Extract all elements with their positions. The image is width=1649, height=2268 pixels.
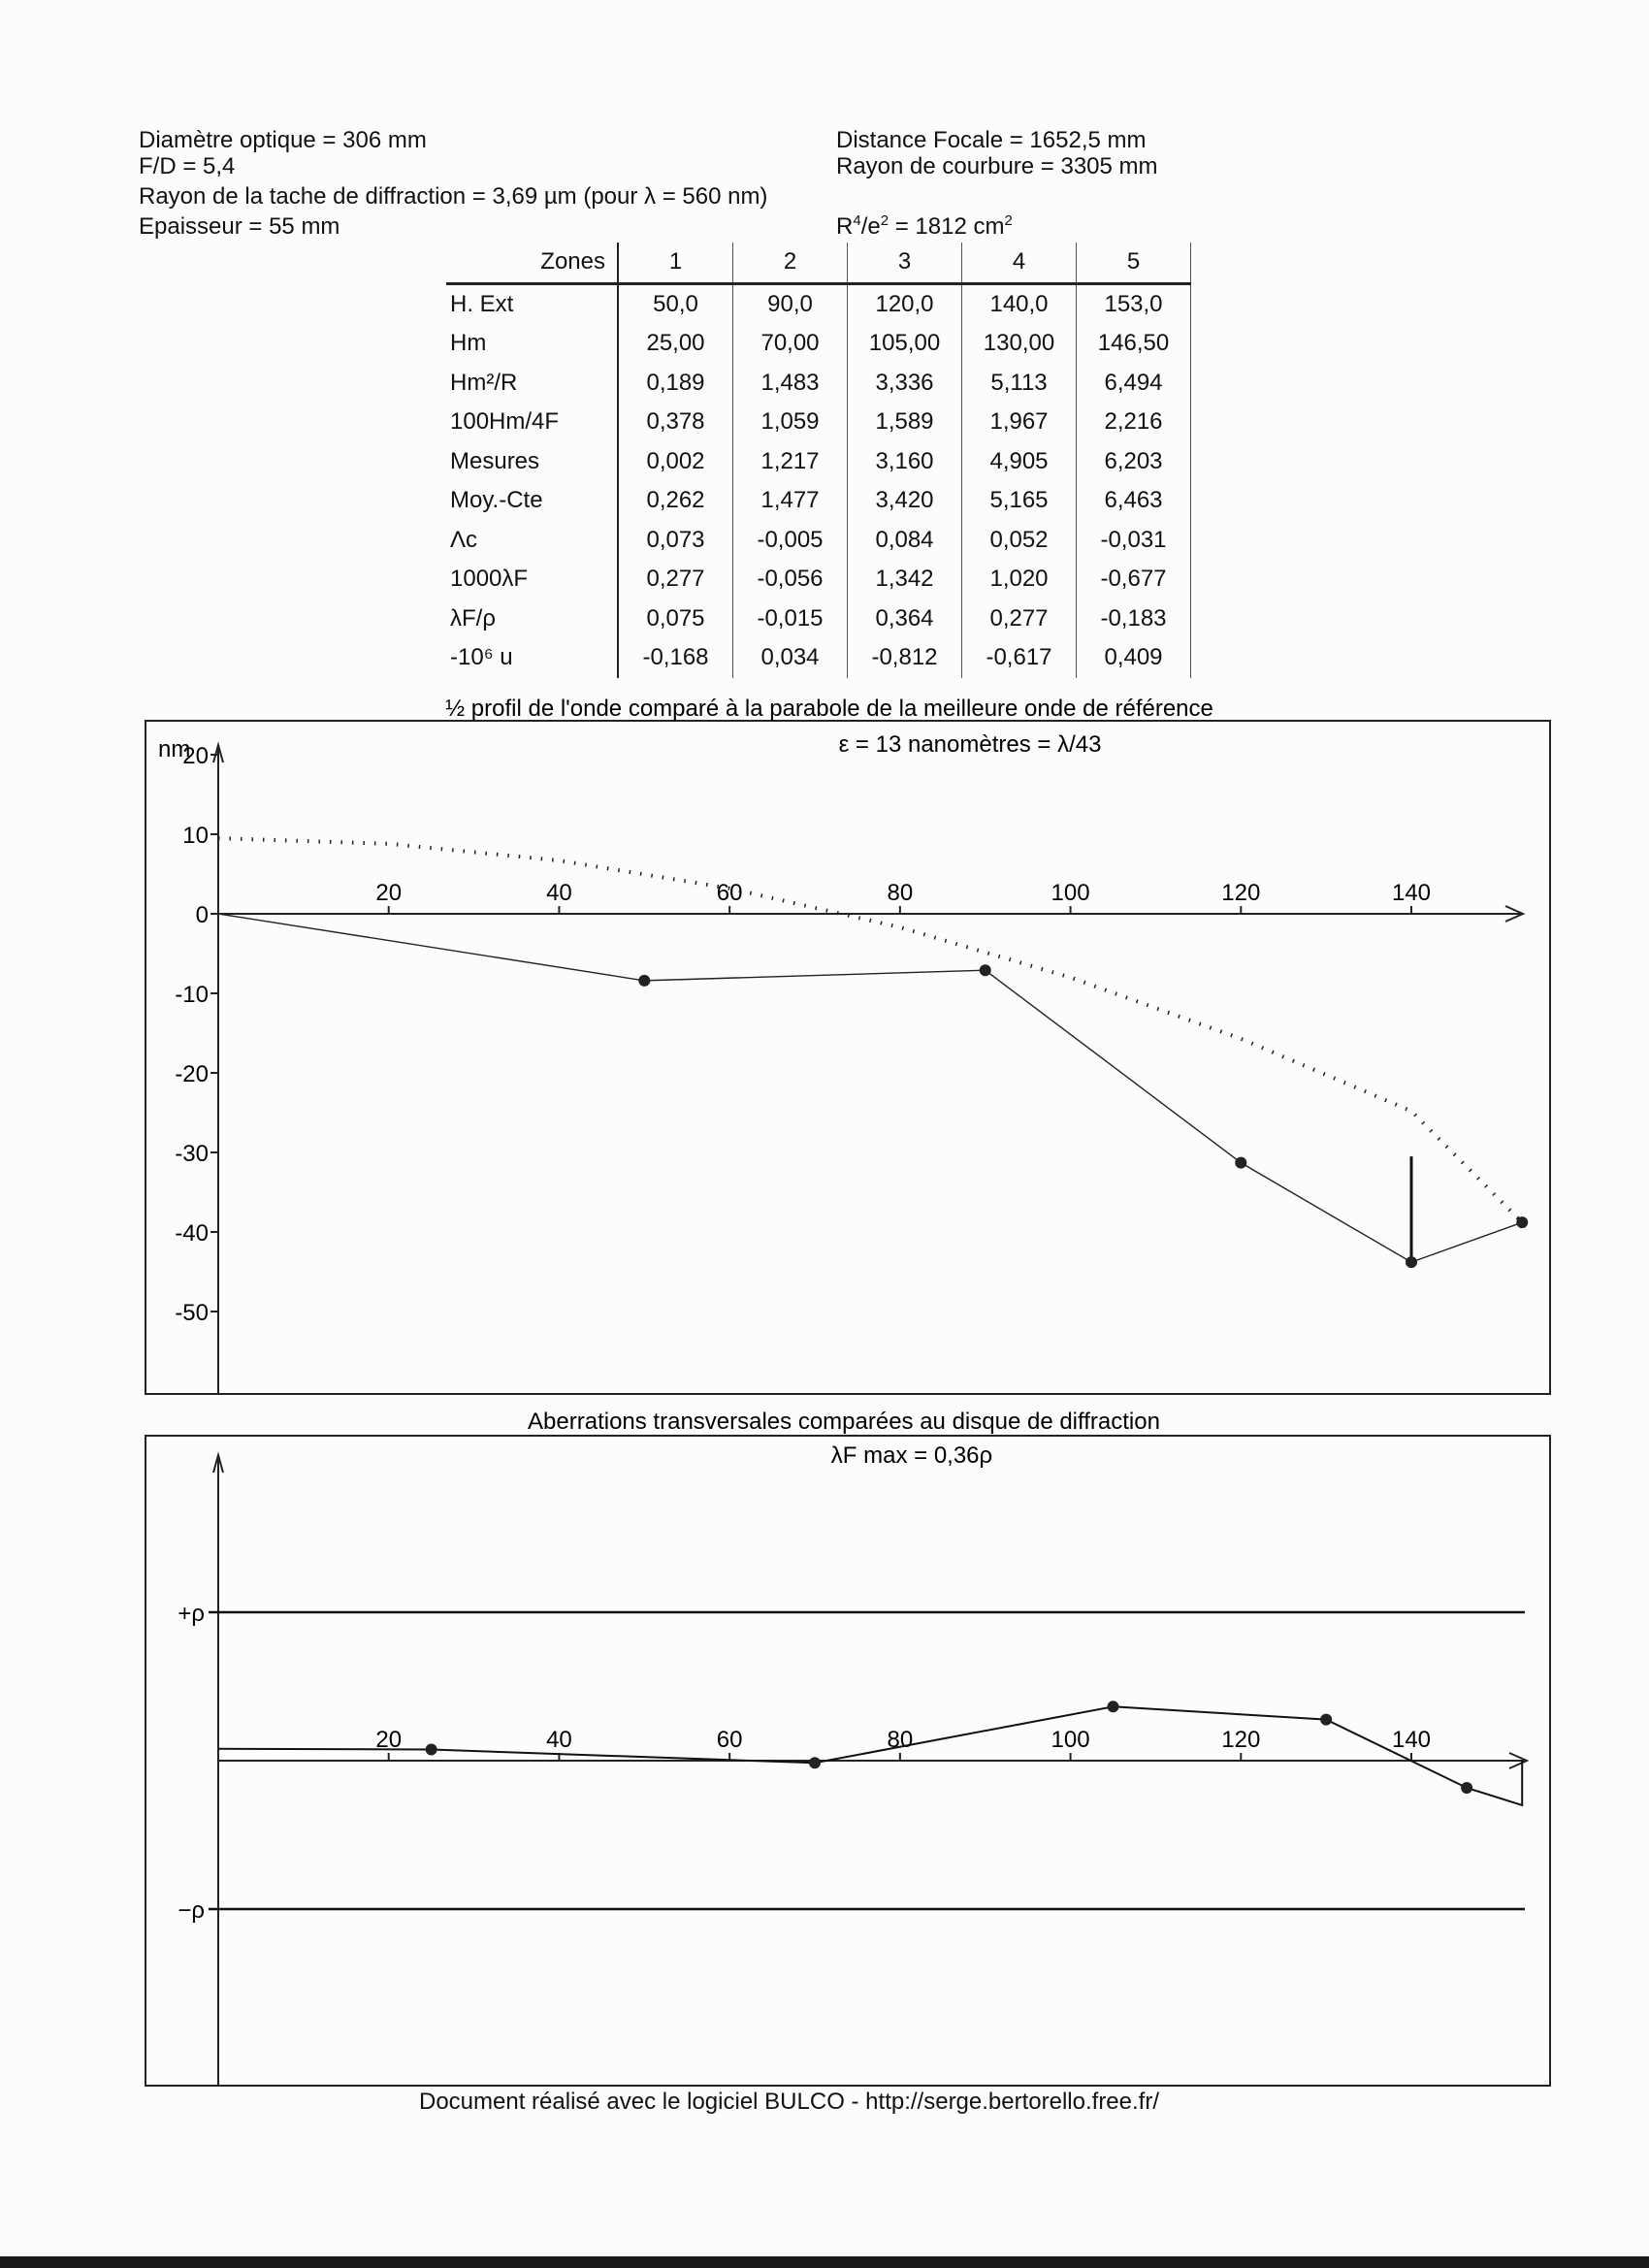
chart2-data-point — [809, 1757, 821, 1768]
chart1-y-tick-label: -30 — [175, 1141, 209, 1167]
chart2-title: Aberrations transversales comparées au disque de diffraction — [528, 1409, 1160, 1435]
chart1-y-tick-label: -40 — [175, 1220, 209, 1247]
table-cell: -0,677 — [1077, 560, 1191, 599]
epaisseur: Epaisseur = 55 mm — [139, 213, 340, 240]
table-cell: 0,189 — [618, 364, 733, 404]
row-label: Hm²/R — [450, 369, 518, 396]
chart1-data-point — [638, 975, 650, 987]
rayon-courbure: Rayon de courbure = 3305 mm — [836, 153, 1158, 179]
table-cell: 0,409 — [1077, 638, 1191, 678]
table-cell: 90,0 — [733, 283, 848, 324]
chart1-y-tick-label: 20 — [182, 743, 209, 769]
table-cell: 0,075 — [618, 599, 733, 639]
chart2-x-tick-label: 20 — [375, 1727, 403, 1753]
row-label: -10⁶ u — [450, 644, 513, 671]
table-cell: 0,073 — [618, 521, 733, 561]
chart2-x-tick-label: 60 — [716, 1727, 743, 1753]
scan-edge — [0, 2256, 1649, 2268]
chart2-rho-label: +ρ — [178, 1601, 205, 1627]
zone-header: 5 — [1077, 243, 1191, 283]
row-label: Hm — [450, 330, 487, 357]
chart1-data-point — [1516, 1216, 1528, 1228]
distance-focale: Distance Focale = 1652,5 mm — [836, 127, 1147, 153]
zone-header: 4 — [962, 243, 1077, 283]
row-label: λF/ρ — [450, 604, 496, 632]
chart1-x-tick-label: 80 — [887, 880, 914, 906]
table-cell: 3,336 — [848, 364, 962, 404]
r4e2-r: R — [836, 213, 854, 240]
chart2-data-point — [1461, 1782, 1472, 1794]
chart1-data-point — [1235, 1157, 1246, 1169]
chart2-x-tick-label: 80 — [887, 1727, 914, 1753]
row-label: Λc — [450, 526, 478, 553]
chart1-x-tick-label: 20 — [375, 880, 403, 906]
chart1-y-tick-label: 0 — [195, 902, 209, 928]
table-cell: 120,0 — [848, 283, 962, 324]
chart2-x-tick-label: 140 — [1391, 1727, 1432, 1753]
chart2-x-tick-label: 40 — [546, 1727, 572, 1753]
table-cell: -0,005 — [733, 521, 848, 561]
table-cell: 0,034 — [733, 638, 848, 678]
table-cell: 5,113 — [962, 364, 1077, 404]
f-over-d: F/D = 5,4 — [139, 153, 236, 179]
table-cell: -0,183 — [1077, 599, 1191, 639]
row-label: Mesures — [450, 447, 540, 474]
table-cell: 2,216 — [1077, 403, 1191, 442]
rayon-tache-diffraction: Rayon de la tache de diffraction = 3,69 µm (pour λ = 560 nm) — [139, 183, 768, 210]
table-cell: 0,378 — [618, 403, 733, 442]
zone-header: 3 — [848, 243, 962, 283]
table-cell: 6,494 — [1077, 364, 1191, 404]
table-cell: 130,00 — [962, 324, 1077, 364]
table-cell: -0,617 — [962, 638, 1077, 678]
chart1-x-tick-label: 40 — [546, 880, 572, 906]
chart2-x-tick-label: 120 — [1221, 1727, 1261, 1753]
table-cell: 1,342 — [848, 560, 962, 599]
chart1-title: ½ profil de l'onde comparé à la parabole de la meilleure onde de référence — [445, 696, 1213, 722]
table-cell: -0,812 — [848, 638, 962, 678]
row-label: Moy.-Cte — [450, 487, 543, 514]
transverse-aberration-chart — [146, 1409, 1550, 2086]
table-cell: 1,020 — [962, 560, 1077, 599]
chart2-x-tick-label: 100 — [1051, 1727, 1090, 1753]
table-cell: 1,967 — [962, 403, 1077, 442]
table-cell: 1,477 — [733, 481, 848, 521]
table-cell: 4,905 — [962, 442, 1077, 482]
table-cell: 105,00 — [848, 324, 962, 364]
table-cell: 1,483 — [733, 364, 848, 404]
table-cell: 0,084 — [848, 521, 962, 561]
table-cell: 0,052 — [962, 521, 1077, 561]
table-cell: 0,002 — [618, 442, 733, 482]
chart2-data-point — [426, 1744, 437, 1756]
table-cell: 0,364 — [848, 599, 962, 639]
chart1-ylabel: nm — [158, 736, 191, 762]
r4e2-value: = 1812 cm — [889, 213, 1005, 240]
table-cell: -0,056 — [733, 560, 848, 599]
table-cell: 70,00 — [733, 324, 848, 364]
table-cell: 0,262 — [618, 481, 733, 521]
chart2-subtitle: λF max = 0,36ρ — [830, 1442, 993, 1469]
r4e2-e: /e — [860, 213, 881, 240]
table-cell: 0,277 — [618, 560, 733, 599]
table-cell: 3,160 — [848, 442, 962, 482]
table-cell: 5,165 — [962, 481, 1077, 521]
table-cell: 50,0 — [618, 283, 733, 324]
footer-credit: Document réalisé avec le logiciel BULCO - http://serge.bertorello.free.fr/ — [419, 2089, 1159, 2115]
chart1-x-tick-label: 140 — [1391, 880, 1432, 906]
chart1-y-tick-label: -50 — [175, 1300, 209, 1326]
table-cell: -0,015 — [733, 599, 848, 639]
table-cell: 140,0 — [962, 283, 1077, 324]
chart2-data-point — [1320, 1714, 1332, 1726]
chart1-data-point — [980, 964, 991, 976]
wavefront-profile-chart — [146, 696, 1550, 1394]
table-cell: 146,50 — [1077, 324, 1191, 364]
chart1-y-tick-label: -20 — [175, 1061, 209, 1087]
table-cell: 6,203 — [1077, 442, 1191, 482]
row-label: H. Ext — [450, 290, 514, 317]
table-cell: 0,277 — [962, 599, 1077, 639]
chart1-y-tick-label: 10 — [182, 823, 209, 849]
diametre-optique: Diamètre optique = 306 mm — [139, 127, 427, 153]
chart1-frame — [146, 721, 1550, 1394]
table-cell: 1,059 — [733, 403, 848, 442]
zone-header: 2 — [733, 243, 848, 283]
table-cell: -0,168 — [618, 638, 733, 678]
table-cell: -0,031 — [1077, 521, 1191, 561]
r4e2-exp2: 2 — [880, 212, 889, 229]
table-cell: 6,463 — [1077, 481, 1191, 521]
table-cell: 25,00 — [618, 324, 733, 364]
table-cell: 3,420 — [848, 481, 962, 521]
chart1-x-tick-label: 100 — [1051, 880, 1090, 906]
zone-header: 1 — [618, 243, 733, 283]
chart1-reference-parabola — [218, 838, 1522, 1222]
table-cell: 1,217 — [733, 442, 848, 482]
r4e2-unit-exp: 2 — [1004, 212, 1013, 229]
r4e2-exp4: 4 — [853, 212, 861, 229]
row-label: 100Hm/4F — [450, 408, 560, 436]
chart1-data-point — [1406, 1256, 1417, 1268]
zones-header: Zones — [446, 243, 618, 283]
chart1-x-tick-label: 60 — [716, 880, 743, 906]
chart2-data-point — [1108, 1701, 1119, 1712]
chart1-subtitle: ε = 13 nanomètres = λ/43 — [838, 731, 1102, 758]
table-cell: 153,0 — [1077, 283, 1191, 324]
chart1-y-tick-label: -10 — [175, 982, 209, 1008]
row-label: 1000λF — [450, 566, 529, 593]
chart2-rho-label: −ρ — [178, 1897, 205, 1924]
chart1-x-tick-label: 120 — [1221, 880, 1261, 906]
chart1-profile-line — [218, 914, 1522, 1262]
table-cell: 1,589 — [848, 403, 962, 442]
